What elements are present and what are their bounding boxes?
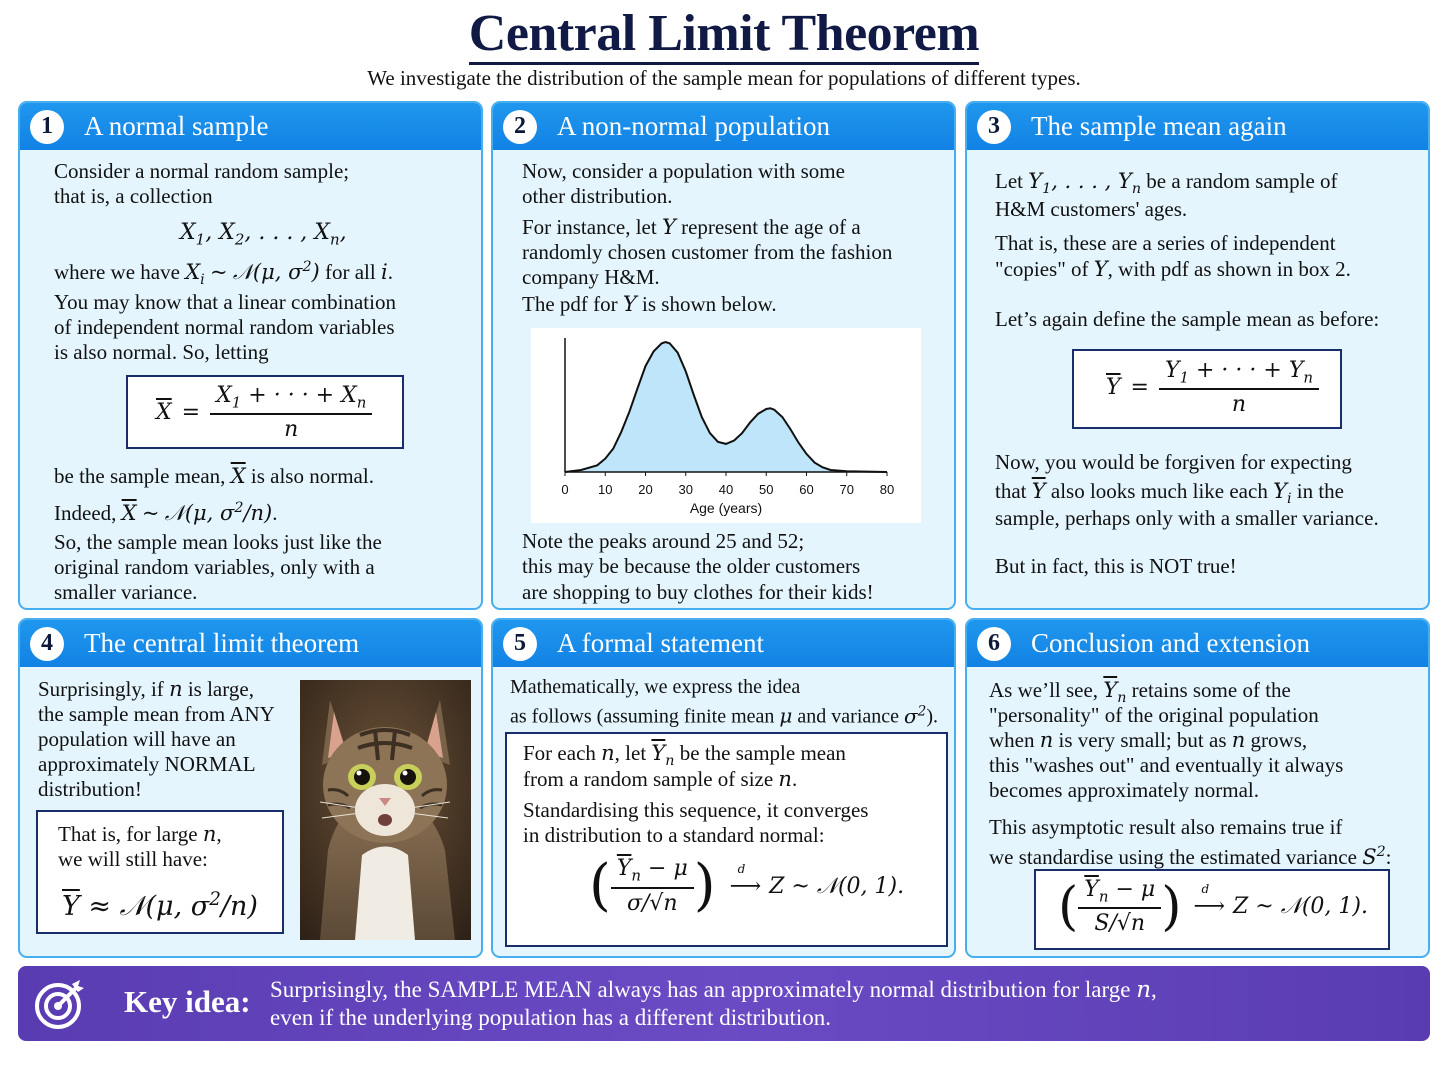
box-title: Conclusion and extension (1031, 628, 1310, 658)
box-number: 6 (977, 627, 1011, 661)
text-line: from a random sample of size n. (523, 767, 798, 791)
text-line: You may know that a linear combination (54, 290, 396, 314)
text-line: population will have an (38, 727, 236, 751)
x-tick-label: 20 (638, 482, 653, 497)
text-line: For instance, let Y represent the age of a (522, 215, 861, 239)
text-line: where we have $X_i$ ~ 𝒩(μ, $\sigma^2$) for all i. (54, 259, 393, 289)
text-line: be the sample mean, $\overline{X}$ is also normal. (54, 464, 374, 488)
text-line: Standardising this sequence, it converges (523, 798, 869, 822)
text-line: this "washes out" and eventually it always (989, 753, 1344, 777)
text-line: The pdf for Y is shown below. (522, 292, 777, 316)
text-line: H&M customers' ages. (995, 197, 1188, 221)
box-title: The sample mean again (1031, 111, 1287, 141)
formula-clt: ( $\frac{\overline{Y}_n - \mu}{\sigma/√n}$ ) d ⟶ Z ~ 𝒩(0, 1). (589, 853, 905, 918)
text-line: Note the peaks around 25 and 52; (522, 529, 805, 553)
text-line: Let’s again define the sample mean as before: (995, 307, 1380, 331)
math-sample-list: $X_1$, $X_2$, . . . , $X_n$, (180, 220, 347, 249)
text-line: Let $Y_1$, . . . , $Y_n$ be a random sample of (995, 169, 1338, 198)
box-non-normal-population (491, 101, 956, 610)
formula-frame (36, 810, 284, 934)
text-line: we standardise using the estimated variance $S^2$: (989, 844, 1392, 869)
x-tick-label: 0 (561, 482, 569, 497)
page-subtitle: We investigate the distribution of the sample mean for populations of different types. (367, 66, 1081, 90)
text-line: in distribution to a standard normal: (523, 823, 825, 847)
x-tick-label: 70 (839, 482, 854, 497)
target-icon (34, 978, 86, 1030)
text-line: Surprisingly, if n is large, (38, 677, 254, 701)
formula-sample-mean: $\overline{X}$ = $\frac{X_1 + \cdot \cdot \cdot + X_n}{n}$ (156, 383, 372, 442)
text-line: approximately NORMAL (38, 752, 256, 776)
key-idea-banner (18, 966, 1430, 1041)
box-normal-sample (18, 101, 483, 610)
box-header (493, 103, 954, 150)
x-tick-label: 50 (759, 482, 774, 497)
key-idea-text (270, 976, 1157, 1032)
text-line: "personality" of the original population (989, 703, 1319, 727)
x-tick-label: 30 (678, 482, 693, 497)
text-line: Mathematically, we express the idea (510, 676, 801, 698)
box-header (967, 620, 1428, 667)
text-line: randomly chosen customer from the fashion (522, 240, 893, 264)
text-line: Consider a normal random sample; (54, 159, 350, 183)
key-idea-label: Key idea: (124, 984, 251, 1019)
text-line: distribution! (38, 777, 142, 801)
key-idea-line: Surprisingly, the SAMPLE MEAN always has an approximately normal distribution for large n, (270, 977, 1157, 1003)
x-axis-label: Age (years) (689, 500, 763, 516)
text-line: For each n, let $\overline{Y}_n$ be the sample mean (523, 741, 846, 770)
box-header (20, 620, 481, 667)
text-line: original random variables, only with a (54, 555, 375, 579)
x-tick-label: 40 (718, 482, 734, 497)
box-number: 4 (30, 627, 64, 661)
text-line: that is, a collection (54, 184, 213, 208)
text-line: Now, consider a population with some (522, 159, 845, 183)
text-line: "copies" of Y, with pdf as shown in box 2. (995, 257, 1351, 281)
text-line: But in fact, this is NOT true! (995, 554, 1237, 578)
text-line: Indeed, $\overline{X}$ ~ 𝒩(μ, $\sigma^2/n$). (54, 500, 278, 525)
box-conclusion-extension (965, 618, 1430, 958)
text-line: That is, these are a series of independent (995, 231, 1336, 255)
text-line: This asymptotic result also remains true if (989, 815, 1343, 839)
box-number: 2 (503, 110, 537, 144)
box-header (20, 103, 481, 150)
text-line: the sample mean from ANY (38, 702, 275, 726)
x-tick-label: 10 (598, 482, 613, 497)
text-line: That is, for large n, (58, 822, 222, 846)
x-tick-label: 60 (799, 482, 814, 497)
text-line: we will still have: (58, 847, 208, 871)
formula-frame (1072, 349, 1342, 429)
box-header (967, 103, 1428, 150)
box-title: A non-normal population (557, 111, 830, 141)
box-formal-statement (491, 618, 956, 958)
formula-approx-normal: $\overline{Y}$ ≈ 𝒩(μ, $\sigma^2/n$) (62, 889, 258, 922)
formula-frame (1034, 869, 1390, 950)
text-line: when n is very small; but as n grows, (989, 728, 1308, 752)
text-line: are shopping to buy clothes for their kids! (522, 580, 874, 604)
box-title: The central limit theorem (84, 628, 360, 658)
box-title: A formal statement (557, 628, 764, 658)
formula-sample-mean: $\overline{Y}$ = $\frac{Y_1 + \cdot \cdot \cdot + Y_n}{n}$ (1106, 358, 1319, 417)
box-header (493, 620, 954, 667)
text-line: becomes approximately normal. (989, 778, 1259, 802)
text-line: sample, perhaps only with a smaller variance. (995, 506, 1379, 530)
key-idea-line: even if the underlying population has a different distribution. (270, 1005, 832, 1030)
box-number: 3 (977, 110, 1011, 144)
x-tick-label: 80 (879, 482, 895, 497)
formula-clt-estimated: ( $\frac{\overline{Y}_n - \mu}{S/√n}$ ) d ⟶ Z ~ 𝒩(0, 1). (1058, 876, 1368, 937)
box-title: A normal sample (84, 111, 269, 141)
box-central-limit-theorem (18, 618, 483, 958)
formula-frame (126, 375, 404, 449)
text-line: smaller variance. (54, 580, 198, 604)
text-line: is also normal. So, letting (54, 340, 269, 364)
box-sample-mean-again (965, 101, 1430, 610)
text-line: As we’ll see, $\overline{Y}_n$ retains some of the (989, 678, 1291, 707)
formula-frame (505, 732, 948, 947)
box-number: 1 (30, 110, 64, 144)
text-line: this may be because the older customers (522, 554, 861, 578)
surprised-cat-image (300, 680, 471, 940)
text-line: Now, you would be forgiven for expecting (995, 450, 1352, 474)
text-line: that $\overline{Y}$ also looks much like each $Y_i$ in the (995, 479, 1345, 508)
age-pdf-chart (531, 328, 921, 523)
page-title: Central Limit Theorem (0, 4, 1448, 63)
text-line: as follows (assuming finite mean μ and variance $\sigma^2$). (510, 703, 938, 728)
text-line: company H&M. (522, 265, 660, 289)
text-line: So, the sample mean looks just like the (54, 530, 382, 554)
text-line: of independent normal random variables (54, 315, 395, 339)
box-number: 5 (503, 627, 537, 661)
text-line: other distribution. (522, 184, 673, 208)
